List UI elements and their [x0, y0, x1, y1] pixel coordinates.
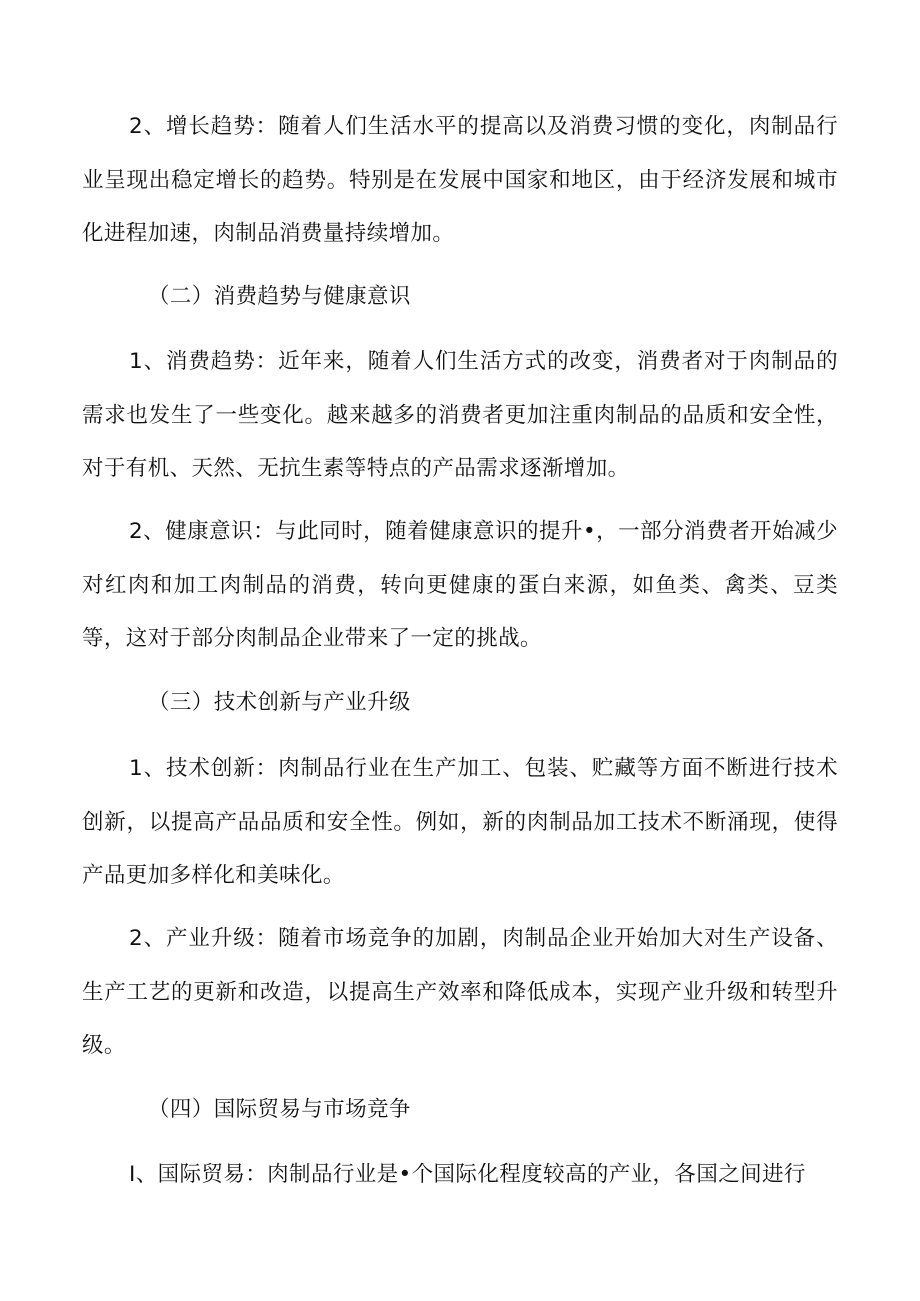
paragraph-international-trade: I、国际贸易：肉制品行业是•个国际化程度较高的产业，各国之间进行 — [129, 1162, 806, 1187]
paragraph-industry-upgrade: 2、产业升级：随着市场竞争的加剧，肉制品企业开始加大对生产设备、生产工艺的更新和改造，以提高生产效率和降低成本，实现产业升级和转型升级。 — [82, 926, 838, 1058]
section-heading-consumption: （二）消费趋势与健康意识 — [148, 284, 411, 309]
section-heading-technology: （三）技术创新与产业升级 — [148, 690, 411, 715]
paragraph-technology-innovation: 1、技术创新：肉制品行业在生产加工、包装、贮藏等方面不断进行技术创新，以提高产品品质和安全性。例如，新的肉制品加工技术不断涌现，使得产品更加多样化和美味化。 — [82, 756, 838, 888]
paragraph-consumption-trend: 1、消费趋势：近年来，随着人们生活方式的改变，消费者对于肉制品的需求也发生了一些变化。越来越多的消费者更加注重肉制品的品质和安全性，对于有机、天然、无抗生素等特点的产品需求逐渐增加。 — [82, 349, 838, 481]
paragraph-growth-trend: 2、增长趋势：随着人们生活水平的提高以及消费习惯的变化，肉制品行业呈现出稳定增长的趋势。特别是在发展中国家和地区，由于经济发展和城市化进程加速，肉制品消费量持续增加。 — [82, 114, 838, 246]
section-heading-trade: （四）国际贸易与市场竞争 — [148, 1097, 411, 1122]
paragraph-health-awareness: 2、健康意识：与此同时，随着健康意识的提升•，一部分消费者开始减少对红肉和加工肉制品的消费，转向更健康的蛋白来源，如鱼类、禽类、豆类等，这对于部分肉制品企业带来了一定的挑战。 — [82, 519, 838, 651]
